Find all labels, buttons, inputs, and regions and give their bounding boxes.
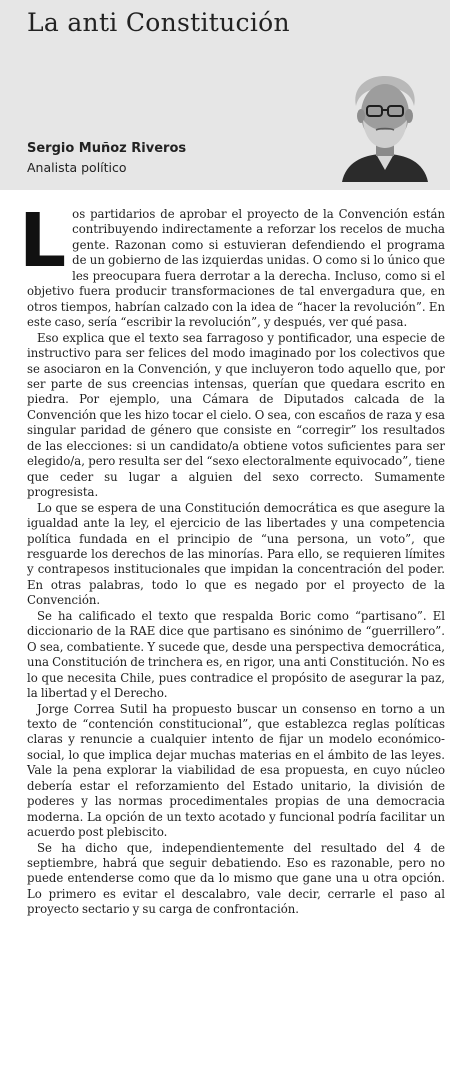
article-title: La anti Constitución [27, 8, 290, 37]
paragraph-2: Eso explica que el texto sea farragoso y pontificador, una especie de instructivo para ser felices del modo imaginado por los colectivos que se asociaron en la Convención, y que incluyeron todo aquello que, por ser parte de sus creencias intensas, querían que quedara escrito en piedra. Por ejemplo, una Cámara de Diputados calcada de la Convención que les hizo tocar el cielo. O sea, con escaños de raza y esa singular paridad de género que consiste en “corregir” los resultados de las elecciones: si un candidato/a obtiene votos suficientes para ser elegido/a, pero resulta ser del “sexo electoralmente equivocado”, tiene que ceder su lugar a alguien del sexo correcto. Sumamente progresista. [27, 330, 445, 500]
article-header [0, 0, 450, 190]
paragraph-1-text: os partidarios de aprobar el proyecto de la Convención están contribuyendo indirectamente a reforzar los recelos de mucha gente. Razonan como si estuvieran defendiendo el programa de un gobierno de las izquierdas unidas. O como si lo único que les preocupara fuera derrotar a la derecha. Incluso, como si el objetivo fuera producir transformaciones de tal envergadura que, en otros tiempos, habrían calzado con la idea de “hacer la revolución”. En este caso, sería “escribir la revolución”, y después, ver qué pasa. [27, 207, 445, 330]
paragraph-1 [19, 198, 445, 331]
author-role: Analista político [27, 160, 127, 175]
article-body [19, 198, 445, 918]
paragraph-3: Lo que se espera de una Constitución democrática es que asegure la igualdad ante la ley, el ejercicio de las libertades y una competencia política fundada en el principio de “una persona, un voto”, que resguarde los derechos de las minorías. Para ello, se requieren límites y contrapesos institucionales que impidan la concentración del poder. En otras palabras, todo lo que es negado por el proyecto de la Convención. [27, 500, 445, 608]
paragraph-4: Se ha calificado el texto que respalda Boric como “partisano”. El diccionario de la RAE dice que partisano es sinónimo de “guerrillero”. O sea, combatiente. Y sucede que, desde una perspectiva democrática, una Constitución de trinchera es, en rigor, una anti Constitución. No es lo que necesita Chile, pues contradice el propósito de asegurar la paz, la libertad y el Derecho. [27, 608, 445, 701]
paragraph-5: Jorge Correa Sutil ha propuesto buscar un consenso en torno a un texto de “contención constitucional”, que establezca reglas políticas claras y renuncie a cualquier intento de fijar un modelo económico-social, lo que implica dejar muchas materias en el ámbito de las leyes. Vale la pena explorar la viabilidad de esa propuesta, en cuyo núcleo debería estar el reforzamiento del Estado unitario, la división de poderes y las normas procedimentales propias de una democracia moderna. La opción de un texto acotado y funcional podría facilitar un acuerdo post plebiscito. [27, 701, 445, 840]
paragraph-6: Se ha dicho que, independientemente del resultado del 4 de septiembre, habrá que seguir debatiendo. Eso es razonable, pero no puede entenderse como que da lo mismo que gane una u otra opción. Lo primero es evitar el descalabro, vale decir, cerrarle el paso al proyecto sectario y su carga de confrontación. [27, 840, 445, 917]
author-portrait [338, 66, 432, 182]
author-name: Sergio Muñoz Riveros [27, 141, 187, 156]
drop-cap: L [19, 198, 67, 284]
